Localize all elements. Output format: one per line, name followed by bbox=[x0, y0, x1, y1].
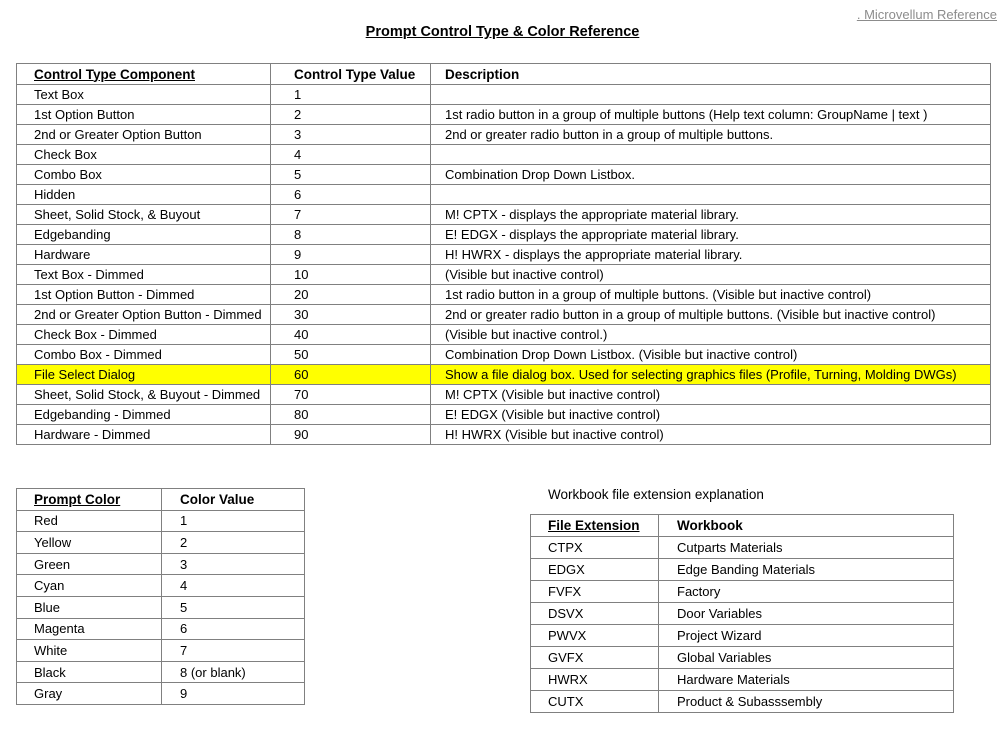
cell-extension: PWVX bbox=[531, 625, 659, 647]
cell-workbook: Edge Banding Materials bbox=[659, 559, 954, 581]
cell-value: 5 bbox=[162, 596, 305, 618]
cell-description: (Visible but inactive control.) bbox=[431, 325, 991, 345]
cell-value: 4 bbox=[271, 145, 431, 165]
table-row bbox=[531, 603, 954, 625]
cell-value: 80 bbox=[271, 405, 431, 425]
cell-extension: CUTX bbox=[531, 691, 659, 713]
cell-workbook: Global Variables bbox=[659, 647, 954, 669]
cell-workbook: Cutparts Materials bbox=[659, 537, 954, 559]
cell-value: 3 bbox=[271, 125, 431, 145]
cell-description bbox=[431, 185, 991, 205]
cell-value: 1 bbox=[162, 510, 305, 532]
cell-value: 8 (or blank) bbox=[162, 661, 305, 683]
cell-component: Sheet, Solid Stock, & Buyout - Dimmed bbox=[17, 385, 271, 405]
cell-extension: DSVX bbox=[531, 603, 659, 625]
cell-component: Text Box bbox=[17, 85, 271, 105]
cell-description: 1st radio button in a group of multiple buttons. (Visible but inactive control) bbox=[431, 285, 991, 305]
table-row bbox=[17, 285, 991, 305]
cell-value: 70 bbox=[271, 385, 431, 405]
cell-component: Edgebanding bbox=[17, 225, 271, 245]
cell-color: Red bbox=[17, 510, 162, 532]
cell-color: Gray bbox=[17, 683, 162, 705]
workbook-section-caption: Workbook file extension explanation bbox=[548, 487, 764, 502]
cell-workbook: Door Variables bbox=[659, 603, 954, 625]
cell-value: 9 bbox=[162, 683, 305, 705]
control-type-table bbox=[16, 63, 991, 445]
table-row bbox=[531, 581, 954, 603]
table-row bbox=[17, 575, 305, 597]
cell-description: M! CPTX (Visible but inactive control) bbox=[431, 385, 991, 405]
header-control-type-component: Control Type Component bbox=[17, 64, 271, 85]
table-row bbox=[17, 105, 991, 125]
cell-description: M! CPTX - displays the appropriate material library. bbox=[431, 205, 991, 225]
cell-component: Hardware - Dimmed bbox=[17, 425, 271, 445]
table-row bbox=[17, 385, 991, 405]
cell-component: Check Box - Dimmed bbox=[17, 325, 271, 345]
cell-value: 8 bbox=[271, 225, 431, 245]
table-row bbox=[531, 625, 954, 647]
cell-value: 20 bbox=[271, 285, 431, 305]
table-row bbox=[531, 537, 954, 559]
cell-color: White bbox=[17, 640, 162, 662]
cell-extension: HWRX bbox=[531, 669, 659, 691]
table-row bbox=[17, 553, 305, 575]
cell-value: 50 bbox=[271, 345, 431, 365]
table-row bbox=[17, 661, 305, 683]
cell-value: 2 bbox=[162, 532, 305, 554]
cell-value: 7 bbox=[271, 205, 431, 225]
table-header-row bbox=[17, 64, 991, 85]
cell-component: 2nd or Greater Option Button bbox=[17, 125, 271, 145]
table-header-row bbox=[531, 515, 954, 537]
cell-component: File Select Dialog bbox=[17, 365, 271, 385]
cell-description bbox=[431, 145, 991, 165]
header-file-extension: File Extension bbox=[531, 515, 659, 537]
table-header-row bbox=[17, 489, 305, 511]
cell-value: 30 bbox=[271, 305, 431, 325]
table-row bbox=[17, 618, 305, 640]
cell-component: 2nd or Greater Option Button - Dimmed bbox=[17, 305, 271, 325]
cell-color: Green bbox=[17, 553, 162, 575]
header-control-type-value: Control Type Value bbox=[271, 64, 431, 85]
cell-extension: EDGX bbox=[531, 559, 659, 581]
cell-color: Cyan bbox=[17, 575, 162, 597]
table-row bbox=[17, 345, 991, 365]
cell-value: 7 bbox=[162, 640, 305, 662]
cell-extension: FVFX bbox=[531, 581, 659, 603]
cell-value: 90 bbox=[271, 425, 431, 445]
table-row bbox=[17, 205, 991, 225]
cell-workbook: Factory bbox=[659, 581, 954, 603]
cell-value: 9 bbox=[271, 245, 431, 265]
cell-component: Check Box bbox=[17, 145, 271, 165]
table-row bbox=[17, 683, 305, 705]
cell-description bbox=[431, 85, 991, 105]
cell-value: 3 bbox=[162, 553, 305, 575]
table-row-highlighted bbox=[17, 365, 991, 385]
cell-value: 6 bbox=[271, 185, 431, 205]
workbook-table bbox=[530, 514, 954, 713]
table-row bbox=[17, 405, 991, 425]
cell-component: Sheet, Solid Stock, & Buyout bbox=[17, 205, 271, 225]
cell-component: Text Box - Dimmed bbox=[17, 265, 271, 285]
table-row bbox=[17, 85, 991, 105]
cell-value: 10 bbox=[271, 265, 431, 285]
cell-color: Blue bbox=[17, 596, 162, 618]
cell-color: Yellow bbox=[17, 532, 162, 554]
microvellum-reference-link[interactable]: . Microvellum Reference bbox=[856, 7, 997, 22]
cell-component: Hidden bbox=[17, 185, 271, 205]
cell-component: 1st Option Button - Dimmed bbox=[17, 285, 271, 305]
cell-component: Combo Box bbox=[17, 165, 271, 185]
table-row bbox=[17, 305, 991, 325]
cell-workbook: Product & Subasssembly bbox=[659, 691, 954, 713]
cell-value: 1 bbox=[271, 85, 431, 105]
table-row bbox=[531, 559, 954, 581]
header-color-value: Color Value bbox=[162, 489, 305, 511]
cell-extension: CTPX bbox=[531, 537, 659, 559]
cell-description: Show a file dialog box. Used for selecting graphics files (Profile, Turning, Molding DWGs) bbox=[431, 365, 991, 385]
table-row bbox=[17, 510, 305, 532]
cell-component: Combo Box - Dimmed bbox=[17, 345, 271, 365]
table-row bbox=[17, 640, 305, 662]
cell-value: 6 bbox=[162, 618, 305, 640]
cell-description: E! EDGX - displays the appropriate material library. bbox=[431, 225, 991, 245]
cell-description: 1st radio button in a group of multiple buttons (Help text column: GroupName | text ) bbox=[431, 105, 991, 125]
cell-component: Hardware bbox=[17, 245, 271, 265]
cell-value: 2 bbox=[271, 105, 431, 125]
cell-description: Combination Drop Down Listbox. (Visible but inactive control) bbox=[431, 345, 991, 365]
cell-component: 1st Option Button bbox=[17, 105, 271, 125]
cell-description: (Visible but inactive control) bbox=[431, 265, 991, 285]
header-description: Description bbox=[431, 64, 991, 85]
table-row bbox=[17, 165, 991, 185]
cell-description: Combination Drop Down Listbox. bbox=[431, 165, 991, 185]
table-row bbox=[17, 145, 991, 165]
cell-color: Magenta bbox=[17, 618, 162, 640]
cell-workbook: Hardware Materials bbox=[659, 669, 954, 691]
cell-description: H! HWRX (Visible but inactive control) bbox=[431, 425, 991, 445]
table-row bbox=[17, 125, 991, 145]
cell-description: E! EDGX (Visible but inactive control) bbox=[431, 405, 991, 425]
page-title: Prompt Control Type & Color Reference bbox=[365, 24, 640, 40]
cell-workbook: Project Wizard bbox=[659, 625, 954, 647]
table-row bbox=[17, 532, 305, 554]
table-row bbox=[531, 647, 954, 669]
table-row bbox=[17, 325, 991, 345]
table-row bbox=[17, 185, 991, 205]
cell-value: 5 bbox=[271, 165, 431, 185]
cell-component: Edgebanding - Dimmed bbox=[17, 405, 271, 425]
table-row bbox=[17, 265, 991, 285]
cell-value: 4 bbox=[162, 575, 305, 597]
cell-description: 2nd or greater radio button in a group of multiple buttons. (Visible but inactive control) bbox=[431, 305, 991, 325]
cell-extension: GVFX bbox=[531, 647, 659, 669]
table-row bbox=[531, 669, 954, 691]
table-row bbox=[17, 225, 991, 245]
cell-description: H! HWRX - displays the appropriate material library. bbox=[431, 245, 991, 265]
cell-description: 2nd or greater radio button in a group of multiple buttons. bbox=[431, 125, 991, 145]
prompt-color-table bbox=[16, 488, 305, 705]
table-row bbox=[17, 245, 991, 265]
table-row bbox=[531, 691, 954, 713]
cell-value: 60 bbox=[271, 365, 431, 385]
cell-value: 40 bbox=[271, 325, 431, 345]
table-row bbox=[17, 425, 991, 445]
cell-color: Black bbox=[17, 661, 162, 683]
table-row bbox=[17, 596, 305, 618]
header-workbook: Workbook bbox=[659, 515, 954, 537]
header-prompt-color: Prompt Color bbox=[17, 489, 162, 511]
